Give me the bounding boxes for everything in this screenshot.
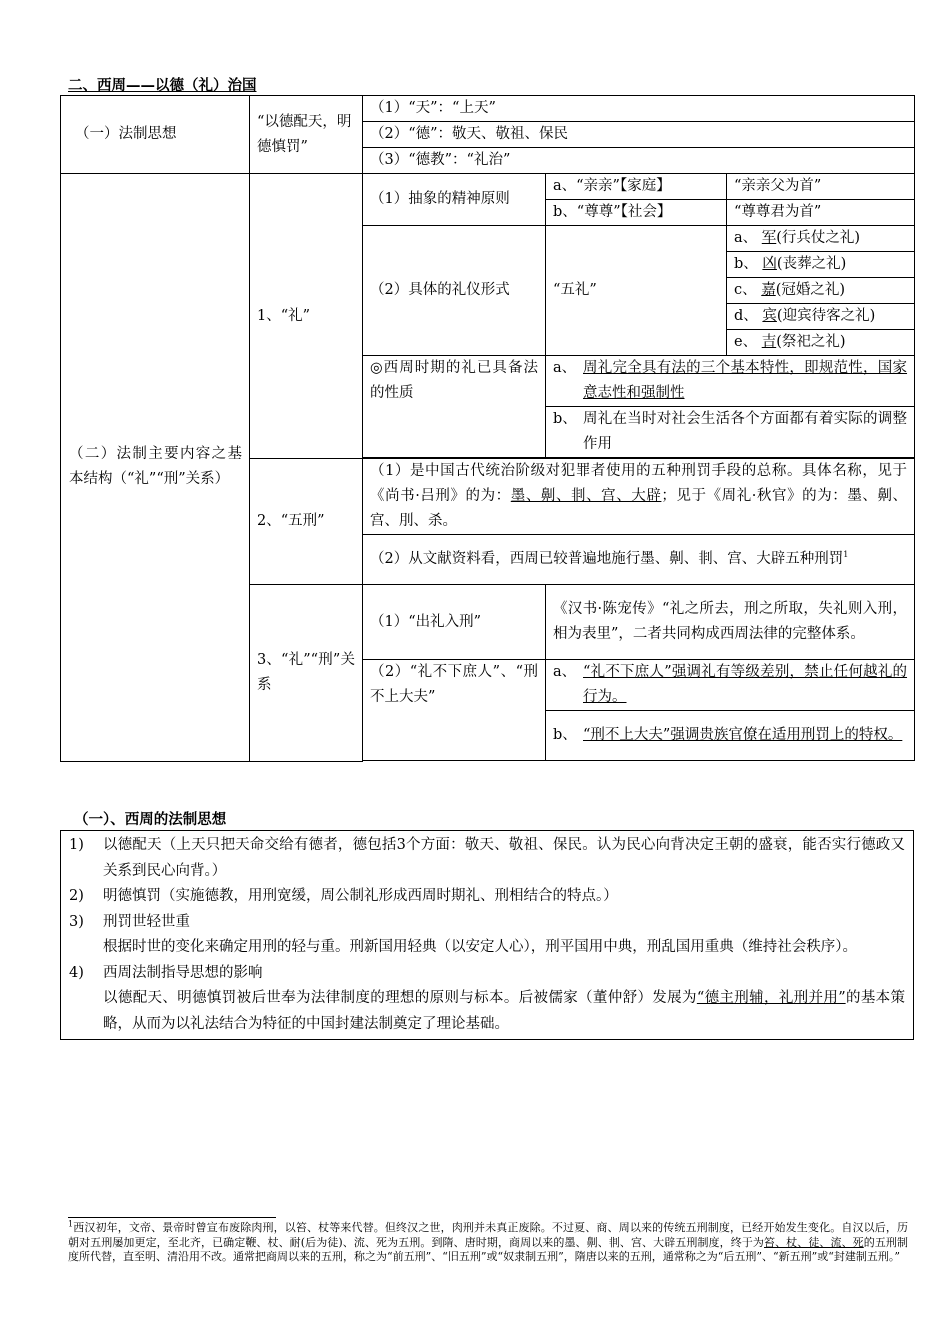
list-item-detail: 以德配天、明德慎罚被后世奉为法律制度的理想的原则与标本。后被儒家（董仲舒）发展为“德主刑辅，礼刑并用”的基本策略，从而为以礼法结合为特征的中国封建法制奠定了理论基础。	[103, 990, 906, 1032]
thought-sub: “以德配天，明德慎罚”	[250, 96, 363, 174]
relation-b: b、 “刑不上大夫”强调贵族官僚在适用刑罚上的特权。	[546, 711, 915, 761]
thought-box	[60, 830, 914, 1040]
rite-item: d、 宾(迎宾待客之礼)	[727, 304, 915, 330]
xing-label: 2、“五刑”	[250, 459, 363, 585]
relation-label: 3、“礼”“刑”关系	[250, 585, 363, 762]
concrete-label: （2）具体的礼仪形式	[363, 226, 546, 356]
thought-item: （2）“德”：敬天、敬祖、保民	[363, 122, 915, 148]
thought-item: （1）“天”：“上天”	[363, 96, 915, 122]
li-label: 1、“礼”	[250, 174, 363, 459]
list-item: 3) 刑罚世轻世重	[69, 913, 190, 930]
thought-label: （一）法制思想	[61, 96, 250, 174]
relation-r1-text: 《汉书·陈宠传》“礼之所去，刑之所取，失礼则入刑，相为表里”，二者共同构成西周法律的完整体系。	[546, 585, 915, 660]
list-item-detail: 根据时世的变化来确定用刑的轻与重。刑新国用轻典（以安定人心），刑平国用中典，刑乱国用重典（维持社会秩序）。	[103, 939, 857, 955]
section-title: 二、西周——以德（礼）治国	[68, 78, 257, 94]
abstract-a-desc: “亲亲父为首”	[727, 174, 915, 200]
section2-title: （一）、西周的法制思想	[74, 812, 227, 828]
xing-p1: （1）是中国古代统治阶级对犯罪者使用的五种刑罚手段的总称。具体名称，见于《尚书·吕刑》的为：墨、劓、剕、宫、大辟；见于《周礼·秋官》的为：墨、劓、宫、刖、杀。	[363, 459, 915, 535]
relation-r1-label: （1）“出礼入刑”	[363, 585, 546, 660]
nature-a: a、 周礼完全具有法的三个基本特性，即规范性，国家意志性和强制性	[546, 356, 915, 407]
rite-item: e、 吉(祭祀之礼)	[727, 330, 915, 356]
thought-item: （3）“德教”：“礼治”	[363, 148, 915, 174]
list-item: 2) 明德慎罚（实施德教，用刑宽缓，周公制礼形成西周时期礼、刑相结合的特点。）	[69, 888, 618, 904]
relation-a: a、 “礼不下庶人”强调礼有等级差别，禁止任何越礼的行为。	[546, 660, 915, 711]
abstract-b: b、“尊尊”【社会】	[546, 200, 727, 226]
footnote-rule	[68, 1217, 276, 1218]
abstract-b-desc: “尊尊君为首”	[727, 200, 915, 226]
rite-item: a、 军(行兵仗之礼)	[727, 226, 915, 252]
abstract-a: a、“亲亲”【家庭】	[546, 174, 727, 200]
footnote: $^1$西汉初年，文帝、景帝时曾宣布废除肉刑，以笞、杖等来代替。但终汉之世，肉刑并未真正废除。不过夏、商、周以来的传统五刑制度，已经开始发生变化。自汉以后，历朝对五刑屡加更定，至北齐，已确定鞭、杖、耐(后为徒)、流、死为五刑。到隋、唐时期，商周以来的墨、劓、剕、宫、大辟五刑制度，终于为笞、杖、徒、流、死的五刑制度所代替，直至明、清沿用不改。通常把商周以来的五刑，称之为“前五刑”、“旧五刑”或“奴隶制五刑”，隋唐以来的五刑，通常称之为“后五刑”、“新五刑”或“封建制五刑。”	[68, 1219, 909, 1263]
rite-item: b、 凶(丧葬之礼)	[727, 252, 915, 278]
rite-item: c、 嘉(冠婚之礼)	[727, 278, 915, 304]
relation-r2-label: （2）“礼不下庶人”、“刑不上大夫”	[363, 660, 546, 761]
list-item: 4) 西周法制指导思想的影响	[69, 964, 263, 981]
content-label: （二）法制主要内容之基本结构（“礼”“刑”关系）	[61, 174, 250, 762]
nature-label: ◎西周时期的礼已具备法的性质	[363, 356, 546, 458]
list-item: 1) 以德配天（上天只把天命交给有德者，德包括3个方面：敬天、敬祖、保民。认为民心向背决定王朝的盛衰，能否实行德政又关系到民心向背。）	[69, 837, 905, 879]
structure-table	[60, 95, 915, 762]
nature-b: b、 周礼在当时对社会生活各个方面都有着实际的调整作用	[546, 407, 915, 458]
wuli: “五礼”	[546, 226, 727, 356]
xing-p2: （2）从文献资料看，西周已较普遍地施行墨、劓、剕、宫、大辟五种刑罚$^1$	[363, 535, 915, 585]
abstract-label: （1）抽象的精神原则	[363, 174, 546, 226]
